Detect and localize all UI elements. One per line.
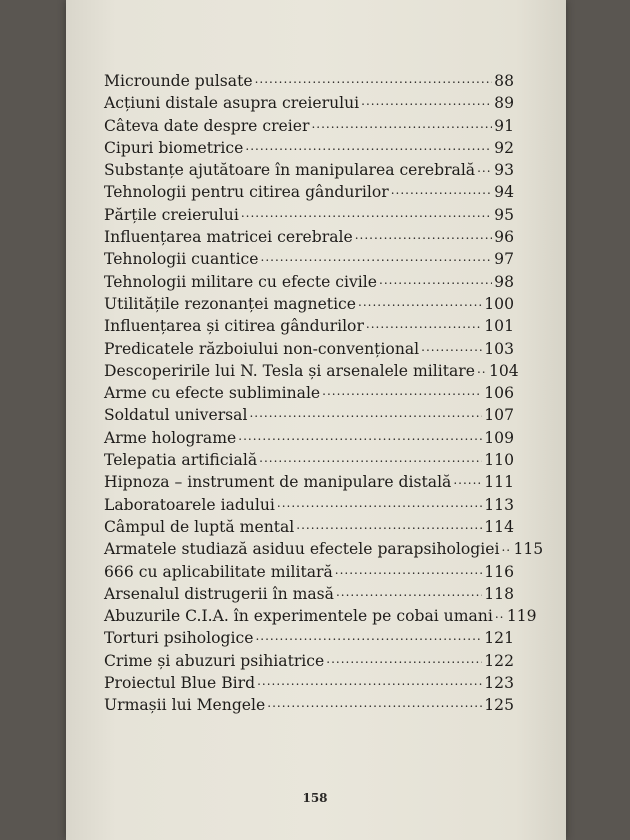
toc-entry-page: 123 [484, 674, 514, 693]
dot-leader [267, 691, 482, 714]
toc-entry-title: Telepatia artificială [104, 451, 258, 470]
toc-entry-page: 114 [484, 517, 514, 536]
dot-leader [361, 89, 492, 112]
dot-leader [326, 647, 482, 670]
toc-entry-page: 92 [494, 138, 514, 157]
toc-entry-title: Predicatele războiului non-convențional [104, 339, 420, 358]
toc-entry-title: Utilitățile rezonanței magnetice [104, 294, 357, 313]
toc-entry-page: 121 [484, 629, 514, 648]
toc-entry-page: 115 [513, 540, 544, 559]
toc-entry-page: 106 [484, 384, 514, 403]
toc-entry-page: 104 [488, 361, 519, 380]
dot-leader [366, 312, 482, 335]
toc-entry-page: 111 [484, 473, 514, 492]
toc-entry-page: 116 [484, 562, 514, 581]
toc-entry-title: Abuzurile C.I.A. în experimentele pe cobai umani [104, 607, 493, 626]
dot-leader [255, 624, 482, 647]
dot-leader [249, 401, 482, 424]
toc-entry-title: Armatele studiază asiduu efectele parapsihologiei [104, 540, 500, 559]
dot-leader [421, 335, 482, 358]
toc-entry-title: Urmașii lui Mengele [104, 696, 266, 715]
toc-entry-title: Proiectul Blue Bird [104, 674, 256, 693]
toc-entry-page: 122 [484, 651, 514, 670]
dot-leader [355, 223, 492, 246]
toc-entry-page: 101 [484, 317, 514, 336]
dot-leader [453, 468, 482, 491]
toc-entry-page: 113 [484, 495, 514, 514]
toc-entry-title: Crime și abuzuri psihiatrice [104, 651, 325, 670]
toc-entry-page: 89 [494, 94, 514, 113]
toc-entry-title: Arsenalul distrugerii în masă [104, 584, 334, 603]
toc-entry-title: Influențarea matricei cerebrale [104, 228, 353, 247]
dot-leader [358, 290, 482, 313]
dot-leader [391, 178, 492, 201]
dot-leader [277, 491, 482, 514]
toc-entry-page: 125 [484, 696, 514, 715]
dot-leader [322, 379, 482, 402]
table-of-contents [104, 70, 544, 717]
toc-entry-page: 107 [484, 406, 514, 425]
dot-leader [255, 67, 493, 90]
dot-leader [477, 156, 492, 179]
toc-entry-page: 91 [494, 116, 514, 135]
toc-entry-page: 93 [494, 161, 514, 180]
toc-entry-page: 100 [484, 294, 514, 313]
toc-entry-page: 97 [494, 250, 514, 269]
toc-entry-title: Părțile creierului [104, 205, 239, 224]
dot-leader [477, 357, 487, 380]
toc-entry-title: Substanțe ajutătoare în manipularea cerebrală [104, 161, 476, 180]
dot-leader [238, 424, 482, 447]
toc-entry-title: Arme cu efecte subliminale [104, 384, 321, 403]
toc-entry [104, 137, 514, 159]
toc-entry-page: 119 [506, 607, 537, 626]
toc-entry-title: Acțiuni distale asupra creierului [104, 94, 360, 113]
toc-entry [104, 516, 514, 538]
toc-entry-title: Tehnologii cuantice [104, 250, 259, 269]
toc-entry-page: 98 [494, 272, 514, 291]
dot-leader [261, 245, 493, 268]
dot-leader [241, 201, 492, 224]
toc-entry-title: Microunde pulsate [104, 72, 253, 90]
toc-entry-title: Laboratoarele iadului [104, 495, 275, 514]
toc-entry-page: 94 [494, 183, 514, 202]
dot-leader [379, 268, 492, 291]
toc-entry-title: 666 cu aplicabilitate militară [104, 562, 333, 581]
dot-leader [336, 580, 482, 603]
toc-entry-title: Hipnoza – instrument de manipulare distală [104, 473, 452, 492]
toc-entry [104, 338, 514, 360]
toc-entry-title: Câteva date despre creier [104, 116, 310, 135]
toc-entry-title: Tehnologii pentru citirea gândurilor [104, 183, 389, 202]
toc-entry-title: Influențarea și citirea gândurilor [104, 317, 364, 336]
toc-entry-title: Cipuri biometrice [104, 138, 244, 157]
dot-leader [296, 513, 482, 536]
toc-entry-page: 88 [494, 72, 514, 90]
toc-entry-title: Soldatul universal [104, 406, 248, 425]
toc-entry-page: 109 [484, 428, 514, 447]
toc-entry-title: Arme holograme [104, 428, 237, 447]
toc-entry-page: 95 [494, 205, 514, 224]
toc-entry-title: Câmpul de luptă mental [104, 517, 295, 536]
toc-entry-title: Tehnologii militare cu efecte civile [104, 272, 378, 291]
dot-leader [259, 446, 482, 469]
toc-entry [104, 694, 514, 716]
dot-leader [335, 558, 482, 581]
dot-leader [495, 602, 505, 625]
toc-entry-page: 96 [494, 228, 514, 247]
toc-entry-page: 103 [484, 339, 514, 358]
dot-leader [257, 669, 482, 692]
dot-leader [245, 134, 492, 157]
toc-entry-title: Descoperirile lui N. Tesla și arsenalele militare [104, 361, 475, 380]
dot-leader [501, 535, 511, 558]
toc-entry-page: 110 [484, 451, 514, 470]
dot-leader [311, 112, 492, 135]
toc-entry [104, 583, 514, 605]
toc-entry-title: Torturi psihologice [104, 629, 254, 648]
toc-entry-page: 118 [484, 584, 514, 603]
page-number: 158 [302, 791, 328, 805]
